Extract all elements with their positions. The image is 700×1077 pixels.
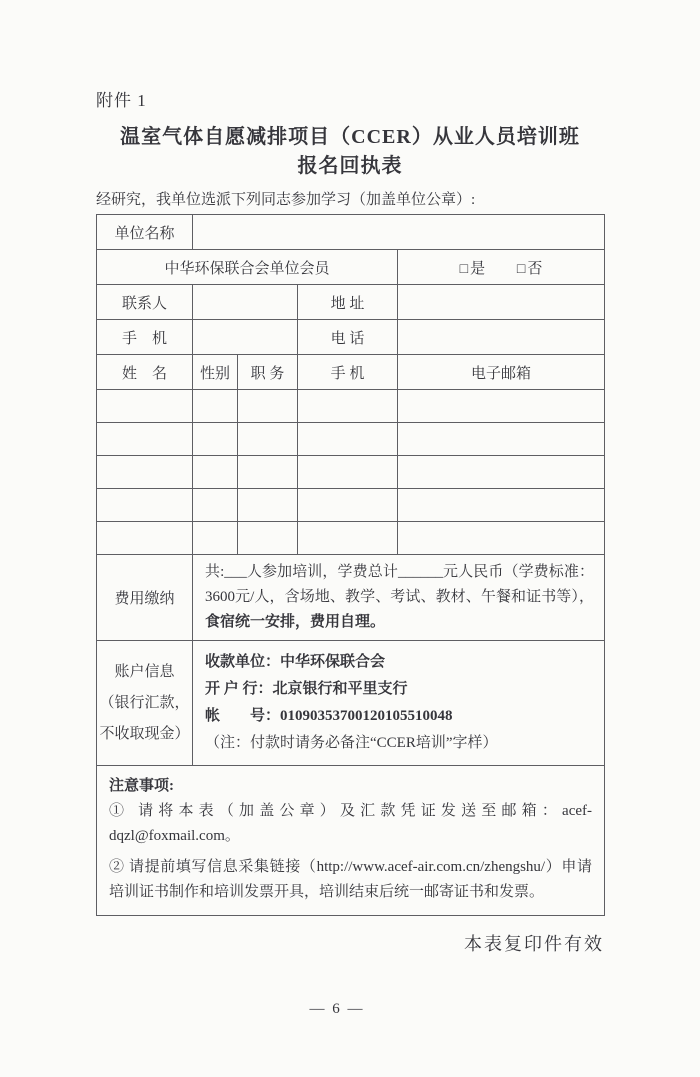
roster-header-mobile: 手 机 <box>298 355 398 390</box>
checkbox-yes-label: 是 <box>470 260 486 277</box>
roster-cell[interactable] <box>298 489 398 522</box>
roster-cell[interactable] <box>193 456 238 489</box>
membership-options <box>398 250 605 285</box>
note-item-2: ② 请提前填写信息采集链接（http://www.acef-air.com.cn/zhengshu/）申请培训证书制作和培训发票开具，培训结束后统一邮寄证书和发票。 <box>109 859 592 900</box>
roster-cell[interactable] <box>298 522 398 555</box>
mobile-row <box>97 320 605 355</box>
attachment-label: 附件 1 <box>96 91 147 110</box>
roster-header-email: 电子邮箱 <box>398 355 605 390</box>
roster-row <box>97 390 605 423</box>
contact-person-field[interactable] <box>193 285 298 320</box>
fee-section-label: 费用缴纳 <box>97 555 193 641</box>
roster-row <box>97 522 605 555</box>
roster-cell[interactable] <box>97 489 193 522</box>
roster-cell[interactable] <box>398 522 605 555</box>
roster-header-name: 姓 名 <box>97 355 193 390</box>
roster-row <box>97 456 605 489</box>
page-number: — 6 — <box>309 1001 365 1017</box>
unit-name-label: 单位名称 <box>97 215 193 250</box>
form-title-line2: 报名回执表 <box>297 155 403 177</box>
roster-cell[interactable] <box>398 489 605 522</box>
roster-header-gender: 性别 <box>193 355 238 390</box>
checkbox-icon: □ <box>516 261 526 277</box>
checkbox-no-label: 否 <box>527 260 543 277</box>
roster-header-row <box>97 355 605 390</box>
unit-name-row <box>97 215 605 250</box>
roster-cell[interactable] <box>97 522 193 555</box>
contact-person-label: 联系人 <box>97 285 193 320</box>
roster-header-position: 职 务 <box>238 355 298 390</box>
roster-cell[interactable] <box>97 390 193 423</box>
roster-cell[interactable] <box>97 456 193 489</box>
form-title-line1: 温室气体自愿减排项目（CCER）从业人员培训班 <box>120 126 580 148</box>
checkbox-yes[interactable] <box>460 257 485 278</box>
roster-cell[interactable] <box>193 390 238 423</box>
checkbox-icon: □ <box>459 261 469 277</box>
roster-row <box>97 489 605 522</box>
account-label-line3: 不收取现金） <box>99 725 190 742</box>
fee-text-bold: 食宿统一安排，费用自理。 <box>205 614 386 630</box>
unit-name-field[interactable] <box>193 215 605 250</box>
account-label-line1: 账户信息 <box>114 663 175 680</box>
note-item-1: ① 请将本表（加盖公章）及汇款凭证发送至邮箱：acef-dqzl@foxmail.com。 <box>109 803 592 844</box>
roster-cell[interactable] <box>398 423 605 456</box>
roster-cell[interactable] <box>398 390 605 423</box>
membership-label: 中华环保联合会单位会员 <box>97 250 398 285</box>
account-number-line: 帐 号：01090353700120105510048 <box>205 708 453 724</box>
copy-valid-note: 本表复印件有效 <box>464 934 604 954</box>
roster-cell[interactable] <box>238 456 298 489</box>
intro-text: 经研究，我单位选派下列同志参加学习（加盖单位公章）: <box>96 192 476 208</box>
roster-row <box>97 423 605 456</box>
mobile-label: 手 机 <box>97 320 193 355</box>
account-info-label <box>97 641 193 766</box>
checkbox-no[interactable] <box>517 257 542 278</box>
document-page <box>0 86 700 1077</box>
roster-cell[interactable] <box>298 456 398 489</box>
phone-field[interactable] <box>398 320 605 355</box>
roster-cell[interactable] <box>97 423 193 456</box>
roster-cell[interactable] <box>298 390 398 423</box>
roster-cell[interactable] <box>238 423 298 456</box>
registration-form-table <box>96 214 605 916</box>
roster-cell[interactable] <box>193 489 238 522</box>
roster-cell[interactable] <box>238 390 298 423</box>
account-row <box>97 641 605 766</box>
fee-text-normal: 共:___人参加培训，学费总计______元人民币（学费标准：3600元/人，含场地、教学、考试、教材、午餐和证书等）， <box>205 564 594 605</box>
roster-cell[interactable] <box>298 423 398 456</box>
notes-title: 注意事项: <box>109 778 174 794</box>
contact-row <box>97 285 605 320</box>
account-label-line2: （银行汇款， <box>99 694 190 711</box>
roster-cell[interactable] <box>193 423 238 456</box>
notes-row <box>97 766 605 916</box>
bank-line: 开 户 行：北京银行和平里支行 <box>205 681 408 697</box>
membership-row <box>97 250 605 285</box>
roster-cell[interactable] <box>398 456 605 489</box>
mobile-field[interactable] <box>193 320 298 355</box>
fee-row <box>97 555 605 641</box>
payee-line: 收款单位：中华环保联合会 <box>205 654 386 670</box>
roster-cell[interactable] <box>238 522 298 555</box>
roster-cell[interactable] <box>193 522 238 555</box>
payment-note-line: （注：付款时请务必备注“CCER培训”字样） <box>205 735 498 751</box>
fee-description <box>193 555 605 641</box>
form-title <box>0 123 700 181</box>
address-field[interactable] <box>398 285 605 320</box>
notes-section <box>97 766 605 916</box>
roster-cell[interactable] <box>238 489 298 522</box>
address-label: 地 址 <box>298 285 398 320</box>
phone-label: 电 话 <box>298 320 398 355</box>
account-details <box>193 641 605 766</box>
